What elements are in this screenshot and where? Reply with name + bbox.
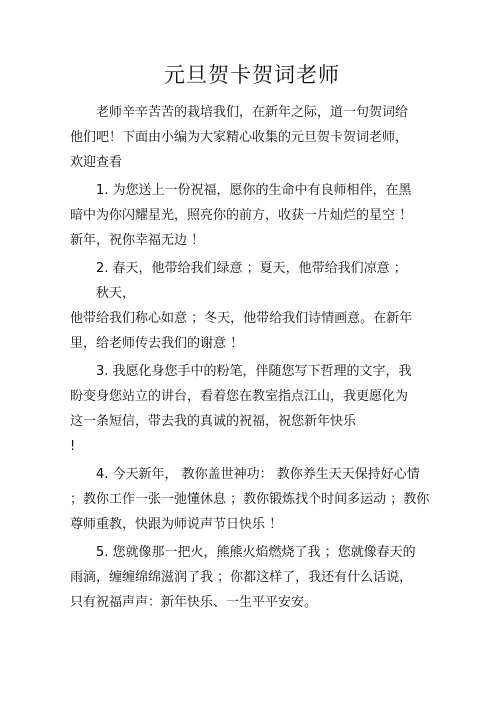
paragraph-line: 暗中为你闪耀星光，照亮你的前方，收获一片灿烂的星空 ！ (70, 208, 413, 223)
document-title: 元旦贺卡贺词老师 (164, 63, 340, 87)
paragraph-line: 1. 为您送上一份祝福，愿你的生命中有良师相伴，在黑 (96, 183, 412, 198)
paragraph-line: ；教你工作一张一弛懂休息 ；教你锻炼找个时间多运动 ；教你 (70, 492, 430, 507)
paragraph-line: 盼变身您站立的讲台，看着您在教室指点江山，我更愿化为 (70, 389, 409, 404)
paragraph-line: 3. 我愿化身您手中的粉笔，伴随您写下哲理的文字，我 (96, 364, 412, 379)
intro-line: 老师辛辛苦苦的栽培我们，在新年之际，道一句贺词给 (96, 105, 409, 120)
paragraph-line: 只有祝福声声：新年快乐、一生平平安安。 (70, 595, 318, 610)
wish-paragraph-3 (70, 359, 434, 459)
wish-paragraph-2 (70, 256, 434, 356)
wish-paragraph-4 (70, 462, 434, 537)
intro-line: 他们吧！下面由小编为大家精心收集的元旦贺卡贺词老师， (70, 130, 409, 145)
paragraph-line: 秋天， (96, 286, 136, 301)
intro-paragraph (70, 100, 434, 175)
paragraph-line: 5. 您就像那一把火，熊熊火焰燃烧了我 ；您就像春天的 (96, 545, 416, 560)
paragraph-line: 4. 今天新年， 教你盖世神功： 教你养生天天保持好心情 (96, 467, 420, 482)
paragraph-line: 新年，祝你幸福无边 ！ (70, 233, 205, 248)
paragraph-line: 尊师重教，快跟为师说声节日快乐 ！ (70, 517, 283, 532)
paragraph-line: 他带给我们称心如意 ；冬天，他带给我们诗情画意。在新年 (70, 311, 413, 326)
paragraph-line: 里，给老师传去我们的谢意 ！ (70, 336, 244, 351)
paragraph-line: 2. 春天，他带给我们绿意 ；夏天，他带给我们凉意 ； (96, 261, 407, 276)
paragraph-line: ! (70, 439, 76, 454)
paragraph-line: 雨滴，缠缠绵绵滋润了我 ；你都这样了，我还有什么话说， (70, 570, 413, 585)
paragraph-line: 这一条短信，带去我的真诚的祝福，祝您新年快乐 (70, 414, 357, 429)
intro-line: 欢迎查看 (70, 155, 123, 170)
wish-paragraph-1 (70, 178, 434, 253)
wish-paragraph-5 (70, 540, 434, 615)
